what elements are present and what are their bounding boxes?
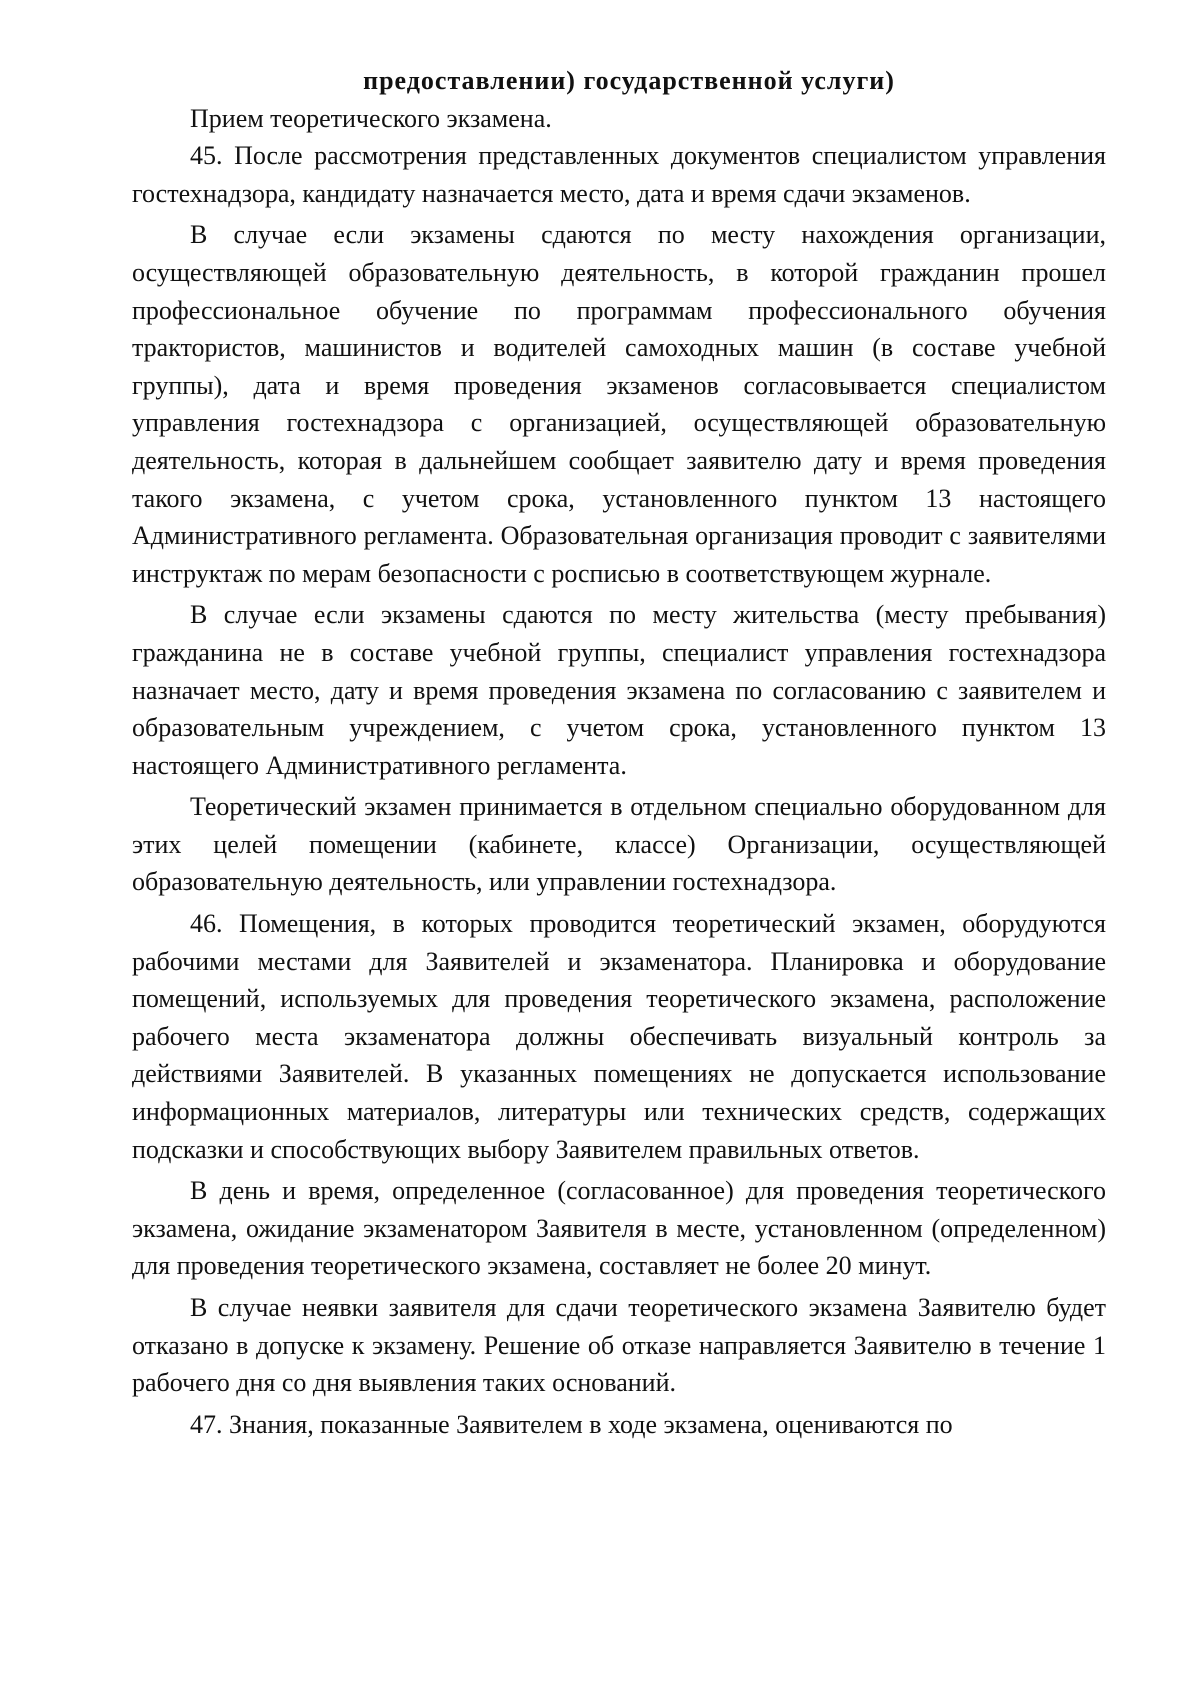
paragraph-exam-at-residence: В случае если экзамены сдаются по месту жительства (месту пребывания) гражданина не в составе учебной группы, специалист управления гостехнадзора назначает место, дату и время проведения экзамена по согласованию с заявителем и образовательным учреждением, с учетом срока, установленного пунктом 13 настоящего Административного регламента. [132,600,1106,780]
paragraph-no-show: В случае неявки заявителя для сдачи теоретического экзамена Заявителю будет отказано в допуске к экзамену. Решение об отказе направляется Заявителю в течение 1 рабочего дня со дня выявления таких оснований. [132,1293,1106,1398]
paragraph-45: 45. После рассмотрения представленных документов специалистом управления гостехнадзора, кандидату назначается место, дата и время сдачи экзаменов. [132,141,1106,208]
paragraph-reception-title: Прием теоретического экзамена. [190,103,552,133]
paragraph-exam-at-organization: В случае если экзамены сдаются по месту нахождения организации, осуществляющей образовательную деятельность, в которой гражданин прошел профессиональное обучение по программам профессионального обучения трактористов, машинистов и водителей самоходных машин (в составе учебной группы), дата и время проведения экзаменов согласовывается специалистом управления гостехнадзора с организацией, осуществляющей образовательную деятельность, которая в дальнейшем сообщает заявителю дату и время проведения такого экзамена, с учетом срока, установленного пунктом 13 настоящего Административного регламента. Образовательная организация проводит с заявителями инструктаж по мерам безопасности с росписью в соответствующем журнале. [132,220,1106,588]
paragraph-waiting-time: В день и время, определенное (согласованное) для проведения теоретического экзамена, ожидание экзаменатором Заявителя в месте, установленном (определенном) для проведения теоретического экзамена, составляет не более 20 минут. [132,1176,1106,1281]
paragraph-exam-room: Теоретический экзамен принимается в отдельном специально оборудованном для этих целей помещении (кабинете, классе) Организации, осуществляющей образовательную деятельность, или управлении гостехнадзора. [132,792,1106,897]
section-heading: предоставлении) государственной услуги) [363,66,895,95]
paragraph-47: 47. Знания, показанные Заявителем в ходе экзамена, оцениваются по [190,1409,953,1439]
document-body [132,62,1106,1443]
paragraph-46: 46. Помещения, в которых проводится теоретический экзамен, оборудуются рабочими местами для Заявителей и экзаменатора. Планировка и оборудование помещений, используемых для проведения теоретического экзамена, расположение рабочего места экзаменатора должны обеспечивать визуальный контроль за действиями Заявителей. В указанных помещениях не допускается использование информационных материалов, литературы или технических средств, содержащих подсказки и способствующих выбору Заявителем правильных ответов. [132,909,1106,1164]
